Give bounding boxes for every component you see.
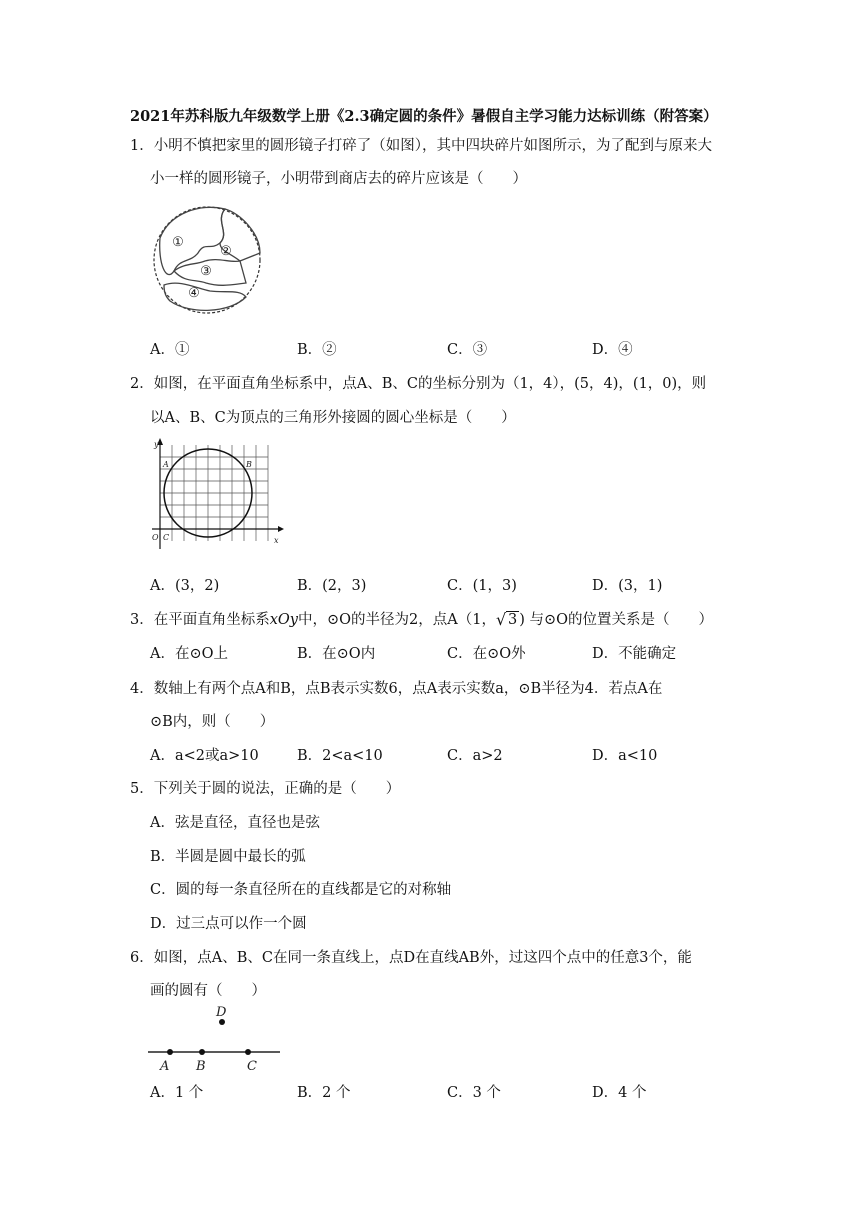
q2-fig-origin-label: O (152, 533, 159, 542)
q5-option-c: C．圆的每一条直径所在的直线都是它的对称轴 (150, 882, 452, 898)
q3-text-d: ) 与⊙O的位置关系是（ ） (519, 612, 714, 628)
q1-fig-label-4: ④ (188, 286, 200, 301)
q6-fig-point-d-label: D (216, 1005, 227, 1020)
q6-option-b: B．2 个 (297, 1085, 351, 1101)
q1-option-a: A．① (150, 342, 190, 358)
q1-option-c: C．③ (447, 342, 488, 358)
q4-option-a: A．a<2或a>10 (150, 748, 259, 764)
q6-fig-point-c-label: C (247, 1059, 257, 1074)
q3-text-xoy: xOy (269, 612, 298, 628)
q3-option-a: A．在⊙O上 (150, 646, 229, 662)
q4-option-d: D．a<10 (592, 748, 658, 764)
q5-option-a: A．弦是直径，直径也是弦 (150, 815, 320, 831)
q2-line2: 以A、B、C为顶点的三角形外接圆的圆心坐标是（ ） (150, 410, 516, 426)
page-title: 2021年苏科版九年级数学上册《2.3确定圆的条件》暑假自主学习能力达标训练（附答案） (130, 108, 718, 125)
q3-text-a: 3．在平面直角坐标系 (130, 612, 270, 628)
q2-option-c: C．(1，3) (447, 578, 517, 594)
q5-option-d: D．过三点可以作一个圆 (150, 916, 307, 932)
q1-option-b: B．② (297, 342, 337, 358)
q1-broken-mirror-figure (150, 203, 265, 318)
q5-option-b: B．半圆是圆中最长的弧 (150, 849, 306, 865)
q4-option-b: B．2<a<10 (297, 748, 383, 764)
q2-fig-x-label: x (274, 536, 279, 545)
q1-fig-label-1: ① (172, 235, 184, 250)
q1-line2: 小一样的圆形镜子，小明带到商店去的碎片应该是（ ） (150, 171, 527, 187)
q6-option-d: D．4 个 (592, 1085, 647, 1101)
radical-sign-icon: √ (495, 610, 507, 629)
q2-option-b: B．(2，3) (297, 578, 367, 594)
q2-fig-point-c-label: C (163, 533, 170, 542)
q1-fig-label-3: ③ (200, 264, 212, 279)
q2-line1: 2．如图，在平面直角坐标系中，点A、B、C的坐标分别为（1，4），(5，4)，(1，0)，则 (130, 376, 707, 392)
q5-line1: 5．下列关于圆的说法，正确的是（ ） (130, 781, 401, 797)
q2-option-a: A．(3，2) (150, 578, 220, 594)
q2-fig-y-label: y (154, 440, 159, 449)
q6-line2: 画的圆有（ ） (150, 983, 266, 999)
q3-option-d: D．不能确定 (592, 646, 677, 662)
q4-line1: 4．数轴上有两个点A和B，点B表示实数6，点A表示实数a，⊙B半径为4．若点A在 (130, 681, 663, 697)
q4-line2: ⊙B内，则（ ） (150, 714, 275, 730)
q6-line1: 6．如图，点A、B、C在同一条直线上，点D在直线AB外，过这四个点中的任意3个，能 (130, 950, 692, 966)
q6-option-c: C．3 个 (447, 1085, 501, 1101)
q2-coordinate-grid-figure (150, 437, 285, 552)
q1-line1: 1．小明不慎把家里的圆形镜子打碎了（如图），其中四块碎片如图所示，为了配到与原来大 (130, 138, 712, 154)
q3-sqrt (496, 612, 519, 628)
q6-option-a: A．1 个 (150, 1085, 204, 1101)
q1-option-d: D．④ (592, 342, 633, 358)
q3-option-c: C．在⊙O外 (447, 646, 526, 662)
q2-fig-point-b-label: B (246, 460, 252, 469)
q6-fig-point-b-label: B (196, 1059, 206, 1074)
q2-fig-point-a-label: A (163, 460, 169, 469)
q2-option-d: D．(3，1) (592, 578, 663, 594)
q3-line1 (130, 608, 713, 629)
q6-points-line-figure (148, 1002, 283, 1076)
q3-sqrt-value: 3 (507, 612, 518, 628)
q3-text-c: 中，⊙O的半径为2，点A（1， (298, 612, 496, 628)
q6-fig-point-a-label: A (160, 1059, 170, 1074)
q3-option-b: B．在⊙O内 (297, 646, 376, 662)
q4-option-c: C．a>2 (447, 748, 503, 764)
q1-fig-label-2: ② (220, 244, 232, 259)
